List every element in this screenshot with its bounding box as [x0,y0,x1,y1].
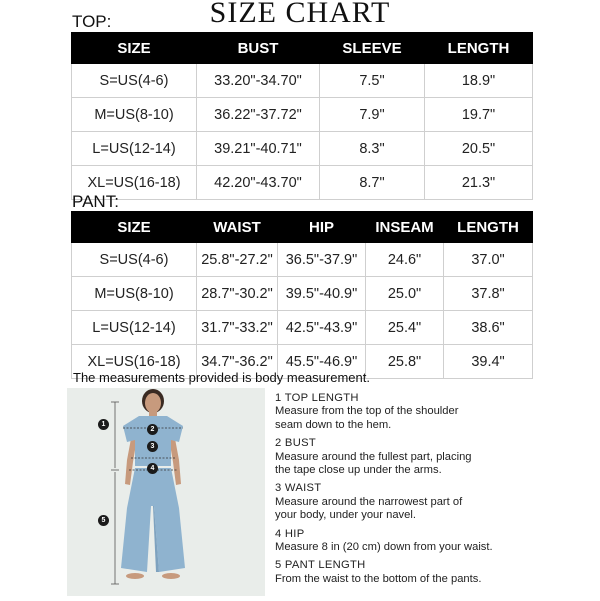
pant-size-table [71,211,533,379]
header-hip: HIP [278,212,366,243]
model-illustration [67,388,265,596]
table-row [72,98,533,132]
length-cell: 37.8" [444,277,533,311]
marker-1: 1 [98,419,109,430]
size-cell: M=US(8-10) [72,98,197,132]
sleeve-cell: 7.5" [320,64,425,98]
header-length: LENGTH [425,33,533,64]
size-cell: S=US(4-6) [72,243,197,277]
size-cell: M=US(8-10) [72,277,197,311]
top-size-table [71,32,533,200]
header-bust: BUST [197,33,320,64]
instruction-title: 5 PANT LENGTH [275,559,366,572]
length-cell: 39.4" [444,345,533,379]
length-cell: 38.6" [444,311,533,345]
instruction-title: 2 BUST [275,437,316,450]
model-face [145,393,161,413]
table-row [72,132,533,166]
pant-section-label: PANT: [72,192,119,211]
hip-cell: 42.5"-43.9" [278,311,366,345]
instruction-text: Measure around the narrowest part of your body, under your navel. [275,495,463,522]
bust-cell: 33.20"-34.70" [197,64,320,98]
instruction-waist [275,482,595,522]
bust-cell: 42.20"-43.70" [197,166,320,200]
length-cell: 19.7" [425,98,533,132]
bust-cell: 39.21"-40.71" [197,132,320,166]
sleeve-cell: 7.9" [320,98,425,132]
header-sleeve: SLEEVE [320,33,425,64]
measurement-instructions [275,392,595,591]
instruction-text: Measure around the fullest part, placing the tape close up under the arms. [275,450,472,477]
inseam-cell: 24.6" [366,243,444,277]
waist-cell: 28.7"-30.2" [197,277,278,311]
instruction-text: Measure 8 in (20 cm) down from your waist. [275,541,493,554]
instruction-title: 4 HIP [275,527,305,540]
length-cell: 18.9" [425,64,533,98]
header-size: SIZE [72,212,197,243]
bust-cell: 36.22"-37.72" [197,98,320,132]
marker-3: 3 [147,441,158,452]
hip-cell: 39.5"-40.9" [278,277,366,311]
instruction-title: 3 WAIST [275,482,322,495]
size-cell: L=US(12-14) [72,132,197,166]
table-row [72,64,533,98]
hip-cell: 36.5"-37.9" [278,243,366,277]
model-measurement-figure [67,388,265,596]
header-length: LENGTH [444,212,533,243]
table-row [72,277,533,311]
size-cell: XL=US(16-18) [72,345,197,379]
length-cell: 20.5" [425,132,533,166]
instruction-bust [275,437,595,477]
header-inseam: INSEAM [366,212,444,243]
hip-cell: 45.5"-46.9" [278,345,366,379]
sleeve-cell: 8.3" [320,132,425,166]
table-row [72,311,533,345]
size-cell: S=US(4-6) [72,64,197,98]
instruction-hip [275,528,595,555]
length-cell: 37.0" [444,243,533,277]
instruction-text: Measure from the top of the shoulder seam down to the hem. [275,405,459,431]
inseam-cell: 25.0" [366,277,444,311]
instruction-top-length [275,392,595,432]
instruction-title: 1 TOP LENGTH [275,392,359,404]
instruction-text: From the waist to the bottom of the pants. [275,572,482,585]
waist-cell: 31.7"-33.2" [197,311,278,345]
inseam-cell: 25.4" [366,311,444,345]
inseam-cell: 25.8" [366,345,444,379]
table-row [72,243,533,277]
instruction-pant-length [275,559,595,586]
length-cell: 21.3" [425,166,533,200]
top-section-label: TOP: [72,12,112,31]
table-header-row [72,212,533,243]
waist-cell: 25.8"-27.2" [197,243,278,277]
marker-4: 4 [147,463,158,474]
table-row [72,166,533,200]
model-left-foot [126,573,144,579]
marker-5: 5 [98,515,109,526]
size-cell: L=US(12-14) [72,311,197,345]
header-size: SIZE [72,33,197,64]
table-header-row [72,33,533,64]
measurement-note: The measurements provided is body measurement. [73,370,370,385]
size-chart-title: SIZE CHART [209,0,391,29]
sleeve-cell: 8.7" [320,166,425,200]
size-cell: XL=US(16-18) [72,166,197,200]
model-right-foot [162,573,180,579]
marker-2: 2 [147,424,158,435]
header-waist: WAIST [197,212,278,243]
waist-cell: 34.7"-36.2" [197,345,278,379]
